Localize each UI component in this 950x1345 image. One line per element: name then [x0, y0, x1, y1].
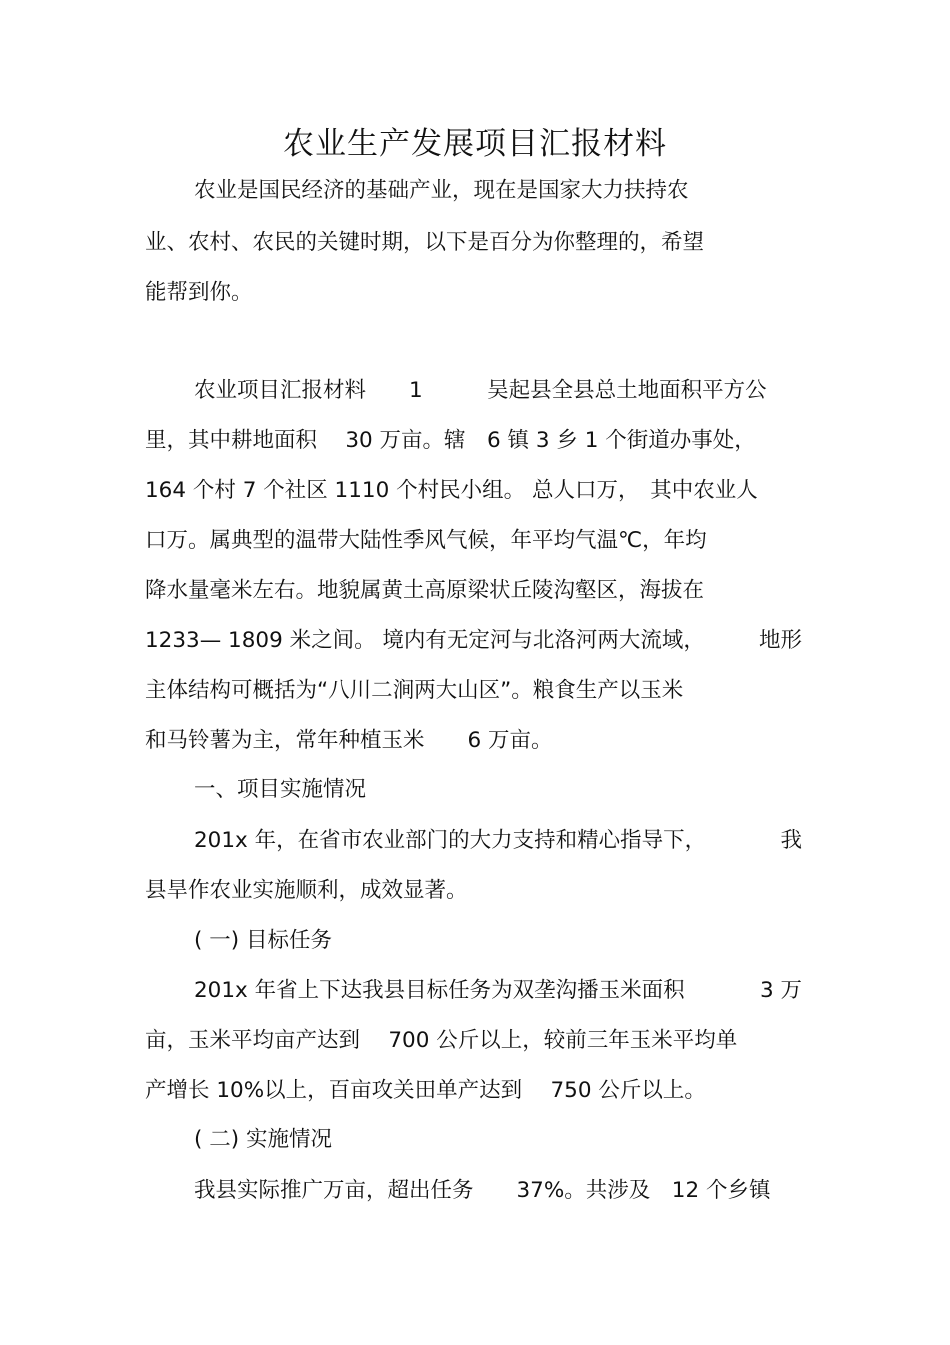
paragraph-line: 1233— 1809 米之间。 境内有无定河与北洛河两大流域， [145, 628, 705, 653]
paragraph-line: 能帮到你。 [145, 280, 253, 305]
paragraph-line-tail: 我 [780, 828, 802, 853]
paragraph-line: 我县实际推广万亩，超出任务 37%。共涉及 12 个乡镇 [194, 1178, 771, 1203]
paragraph-line: 产增长 10%以上，百亩攻关田单产达到 750 公斤以上。 [145, 1078, 706, 1103]
subsection-heading: ( 一) 目标任务 [194, 928, 332, 953]
paragraph-line: 201x 年省上下达我县目标任务为双垄沟播玉米面积 [194, 978, 685, 1003]
paragraph-line-tail: 3 万 [759, 978, 802, 1003]
subsection-heading: ( 二) 实施情况 [194, 1127, 332, 1152]
section-heading: 一、项目实施情况 [194, 777, 367, 802]
document-title: 农业生产发展项目汇报材料 [283, 126, 667, 162]
paragraph-line: 164 个村 7 个社区 1110 个村民小组。 总人口万， 其中农业人 [145, 478, 758, 503]
paragraph-line: 里，其中耕地面积 30 万亩。辖 6 镇 3 乡 1 个街道办事处， [145, 428, 756, 453]
paragraph-line: 降水量毫米左右。地貌属黄土高原梁状丘陵沟壑区，海拔在 [145, 578, 705, 603]
paragraph-line: 县旱作农业实施顺利，成效显著。 [145, 878, 468, 903]
paragraph-line: 农业是国民经济的基础产业，现在是国家大力扶持农 [194, 178, 689, 203]
paragraph-line-tail: 地形 [758, 628, 802, 653]
paragraph-line: 亩，玉米平均亩产达到 700 公斤以上，较前三年玉米平均单 [145, 1028, 738, 1053]
paragraph-line: 主体结构可概括为“八川二涧两大山区”。粮食生产以玉米 [145, 678, 684, 703]
paragraph-line: 201x 年，在省市农业部门的大力支持和精心指导下， [194, 828, 707, 853]
paragraph-line: 业、农村、农民的关键时期，以下是百分为你整理的，希望 [145, 230, 705, 255]
paragraph-line: 农业项目汇报材料 1 吴起县全县总土地面积平方公 [194, 378, 767, 403]
paragraph-line: 口万。属典型的温带大陆性季风气候，年平均气温℃，年均 [145, 528, 707, 553]
paragraph-line: 和马铃薯为主，常年种植玉米 6 万亩。 [145, 728, 553, 753]
